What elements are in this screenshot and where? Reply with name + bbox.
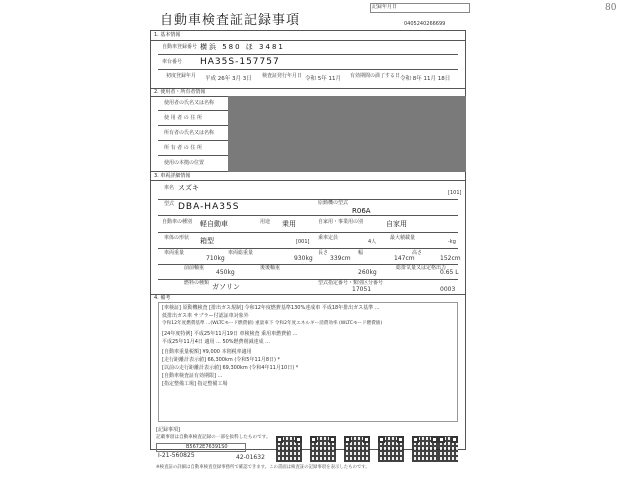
- capacity-label: 乗車定員: [318, 235, 339, 241]
- category-number: 0003: [440, 286, 456, 293]
- type-value: DBA-HA35S: [178, 202, 240, 212]
- model-label: 型式指定番号・類別区分番号: [318, 280, 384, 286]
- weight-label: 車両重量: [164, 250, 185, 256]
- issue-label: 検査証発行年月日: [262, 73, 303, 79]
- expiry-value: 令和 8年 11月 18日: [400, 76, 451, 82]
- remarks-line: 令和12年度燃費基準 ...(WLTCモード燃費値) 重量車下 令和2年度エネルギー消費効率 (WLTCモード燃費値): [162, 321, 383, 326]
- chassis-value: HA35S-157757: [200, 57, 280, 67]
- footer-code3: 42-01632: [236, 454, 265, 461]
- first-reg-value: 平成 26年 3月 3日: [205, 76, 252, 82]
- record-date-label: 記録年月日: [372, 4, 398, 10]
- maker-code: [101]: [448, 190, 462, 196]
- rear-axle-label: 後後軸重: [260, 265, 281, 271]
- remarks-line: [24年度特例] 平成25年11月19日 車検検査 乗用車燃費値 ...: [162, 331, 298, 337]
- rear-axle-value: 260kg: [358, 269, 377, 276]
- remarks-line: [走行距離計表示値] 66,300km (令和5年11月8日) *: [162, 357, 281, 363]
- use-value: 乗用: [282, 220, 296, 228]
- footer-code2: B5672E76391S0: [186, 444, 228, 450]
- section1-heading: 1. 基本情報: [154, 32, 181, 38]
- section3-heading: 3. 車両詳細情報: [154, 173, 191, 179]
- remarks-line: 低排出ガス車 サブラー付認証車対象外: [162, 313, 249, 319]
- qr-code: [412, 436, 438, 462]
- owner-row-label: 使用の本拠の位置: [164, 160, 205, 166]
- displacement-value: 0.65 L: [440, 269, 459, 276]
- height-value: 152cm: [440, 255, 461, 262]
- first-reg-label: 初度登録年月: [166, 73, 197, 79]
- footnote: ※検査証の詳細は自動車検査登録事務所で確認できます。この書面は検査証の記録事項を表示したものです。: [156, 465, 370, 470]
- qr-code: [438, 436, 458, 462]
- gross-label: 車両総重量: [228, 250, 254, 256]
- registration-value: 横浜 580 ほ 3481: [200, 43, 285, 51]
- remarks-line: [自動車検査証有効期限] ...: [162, 373, 223, 379]
- body-label: 車体の形状: [164, 235, 190, 241]
- remarks-line: 平成25年11月4日 適用 ... 50%燃費削減達成 ...: [162, 339, 270, 345]
- gross-value: 930kg: [294, 255, 313, 262]
- footer-remarks-text: 記載事項は自動車検査記録の一部を抜粋したものです。: [156, 435, 271, 440]
- owner-row-label: 所 有 者 の 住 所: [164, 145, 202, 151]
- expiry-label: 有効期間の満了する日: [350, 73, 401, 79]
- handwritten-mark: 80: [605, 3, 617, 13]
- footer-remarks-label: [記録事項]: [156, 427, 180, 433]
- section2-heading: 2. 使用者・所有者情報: [154, 89, 206, 95]
- width-label: 幅: [358, 250, 364, 256]
- remarks-line: [自動車重量税額] ¥9,000 本則税率適用: [162, 349, 252, 355]
- length-value: 339cm: [330, 255, 351, 262]
- section4-heading: 4. 備考: [154, 295, 171, 301]
- fuel-value: ガソリン: [212, 283, 240, 291]
- remarks-line: [車検証] 原動機検査 [排出ガス規制] 令和12年度燃費基準130%達成車 平成18年排出ガス基準 ...: [162, 305, 380, 311]
- type-label: 型式: [164, 201, 175, 207]
- width-value: 147cm: [394, 255, 415, 262]
- displacement-label: 総排気量又は定格出力: [396, 265, 447, 271]
- load-value: -kg: [448, 239, 456, 245]
- engine-value: R06A: [352, 207, 371, 215]
- maker-value: スズキ: [178, 184, 199, 192]
- body-value: 箱型: [200, 237, 214, 245]
- owner-row-label: 所有者の氏名又は名称: [164, 130, 215, 136]
- owner-row-label: 使用者の氏名又は名称: [164, 100, 215, 106]
- kind-label: 自動車の種別: [162, 219, 193, 225]
- capacity-value: 4人: [368, 239, 377, 245]
- qr-code: [310, 436, 336, 462]
- remarks-line: [指定整備工場] 指定整備工場: [162, 381, 228, 387]
- length-label: 長さ: [318, 250, 329, 256]
- fuel-label: 燃料の種類: [184, 280, 210, 286]
- chassis-label: 車台番号: [162, 59, 183, 65]
- weight-value: 710kg: [206, 255, 225, 262]
- private-value: 自家用: [386, 220, 407, 228]
- front-axle-label: 前前軸重: [184, 265, 205, 271]
- qr-code: [344, 436, 370, 462]
- owner-row-label: 使 用 者 の 住 所: [164, 115, 202, 121]
- front-axle-value: 450kg: [216, 269, 235, 276]
- issue-value: 令和 5年 11月: [305, 76, 341, 82]
- qr-code: [276, 436, 302, 462]
- footer-code1: I-21-560825: [158, 452, 195, 459]
- document-title: 自動車検査証記録事項: [160, 13, 301, 28]
- maker-label: 車名: [164, 185, 175, 191]
- remarks-line: [以前の走行距離計表示値] 69,300km (令和4年11月10日) *: [162, 365, 299, 371]
- height-label: 高さ: [412, 250, 423, 256]
- private-label: 自家用・事業用の別: [318, 219, 364, 225]
- kind-value: 軽自動車: [200, 220, 228, 228]
- engine-label: 原動機の型式: [318, 200, 349, 206]
- document-number: 0405240266699: [404, 21, 446, 27]
- registration-label: 自動車登録番号: [162, 44, 198, 50]
- use-label: 用途: [260, 219, 271, 225]
- redaction-block: [228, 96, 466, 172]
- model-number: 17051: [352, 286, 372, 293]
- qr-code: [378, 436, 404, 462]
- body-code: [001]: [296, 239, 310, 245]
- load-label: 最大積載量: [390, 235, 416, 241]
